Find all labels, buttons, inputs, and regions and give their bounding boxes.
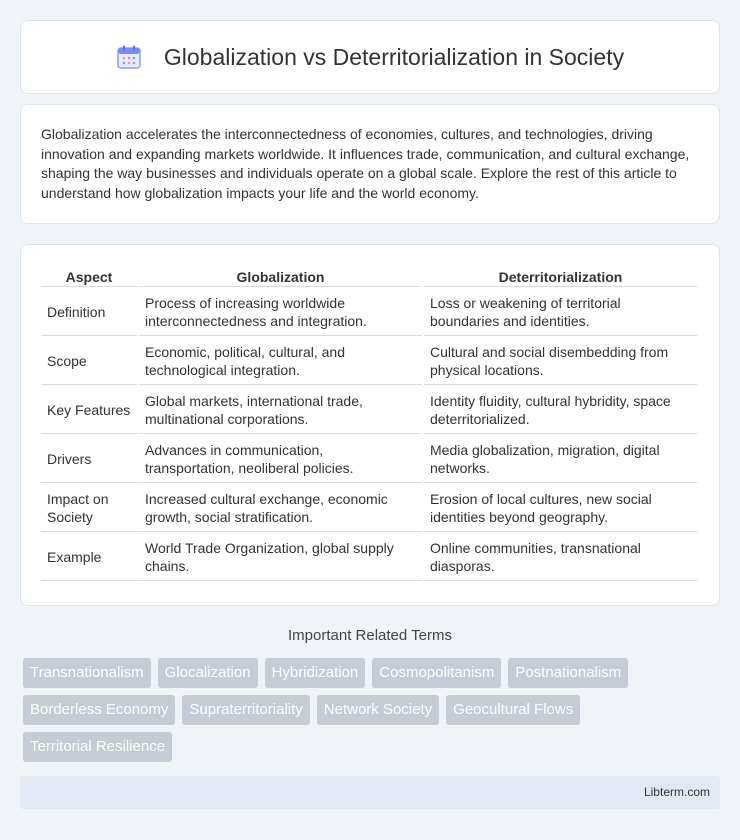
title-card bbox=[20, 20, 720, 94]
related-term-tag[interactable]: Postnationalism bbox=[508, 658, 628, 688]
intro-card bbox=[20, 104, 720, 224]
row-aspect: Drivers bbox=[41, 436, 137, 483]
related-term-tag[interactable]: Cosmopolitanism bbox=[372, 658, 501, 688]
row-globalization: Increased cultural exchange, economic growth, social stratification. bbox=[139, 485, 422, 532]
table-row bbox=[41, 289, 697, 336]
related-term-tag[interactable]: Transnationalism bbox=[23, 658, 151, 688]
row-aspect: Example bbox=[41, 534, 137, 581]
row-aspect: Definition bbox=[41, 289, 137, 336]
row-deterritorialization: Online communities, transnational diasporas. bbox=[424, 534, 697, 581]
row-globalization: Global markets, international trade, multinational corporations. bbox=[139, 387, 422, 434]
comparison-card bbox=[20, 244, 720, 606]
header-aspect: Aspect bbox=[41, 267, 137, 287]
header-globalization: Globalization bbox=[139, 267, 422, 287]
row-deterritorialization: Erosion of local cultures, new social identities beyond geography. bbox=[424, 485, 697, 532]
row-aspect: Key Features bbox=[41, 387, 137, 434]
row-globalization: Advances in communication, transportation, neoliberal policies. bbox=[139, 436, 422, 483]
footer bbox=[20, 776, 720, 809]
calendar-icon bbox=[116, 44, 142, 70]
row-globalization: Process of increasing worldwide interconnectedness and integration. bbox=[139, 289, 422, 336]
page-title: Globalization vs Deterritorialization in Society bbox=[163, 43, 625, 70]
row-globalization: World Trade Organization, global supply chains. bbox=[139, 534, 422, 581]
table-row bbox=[41, 338, 697, 385]
related-term-tag[interactable]: Territorial Resilience bbox=[23, 732, 172, 762]
related-term-tag[interactable]: Supraterritoriality bbox=[182, 695, 309, 725]
table-row bbox=[41, 436, 697, 483]
related-term-tag[interactable]: Geocultural Flows bbox=[446, 695, 580, 725]
comparison-table bbox=[39, 265, 699, 583]
related-term-tag[interactable]: Hybridization bbox=[265, 658, 366, 688]
row-aspect: Scope bbox=[41, 338, 137, 385]
intro-text: Globalization accelerates the interconnectedness of economies, cultures, and technologies, driving innovation and expanding markets worldwide. It influences trade, communication, and cultural exchange, shaping the way businesses and individuals operate on a global scale. Explore the rest of this article to understand how globalization impacts your life and the world economy. bbox=[41, 126, 690, 201]
header-deterritorialization: Deterritorialization bbox=[424, 267, 697, 287]
related-term-tag[interactable]: Network Society bbox=[317, 695, 439, 725]
table-row bbox=[41, 387, 697, 434]
related-terms-heading: Important Related Terms bbox=[288, 627, 452, 644]
table-row bbox=[41, 485, 697, 532]
row-globalization: Economic, political, cultural, and technological integration. bbox=[139, 338, 422, 385]
footer-site-link[interactable]: Libterm.com bbox=[643, 785, 710, 799]
row-deterritorialization: Media globalization, migration, digital networks. bbox=[424, 436, 697, 483]
row-aspect: Impact on Society bbox=[41, 485, 137, 532]
related-term-tag[interactable]: Glocalization bbox=[158, 658, 258, 688]
row-deterritorialization: Cultural and social disembedding from physical locations. bbox=[424, 338, 697, 385]
row-deterritorialization: Identity fluidity, cultural hybridity, space deterritorialized. bbox=[424, 387, 697, 434]
related-term-tag[interactable]: Borderless Economy bbox=[23, 695, 175, 725]
related-terms-list bbox=[23, 658, 713, 769]
table-row bbox=[41, 534, 697, 581]
row-deterritorialization: Loss or weakening of territorial boundaries and identities. bbox=[424, 289, 697, 336]
table-header-row bbox=[41, 267, 697, 287]
